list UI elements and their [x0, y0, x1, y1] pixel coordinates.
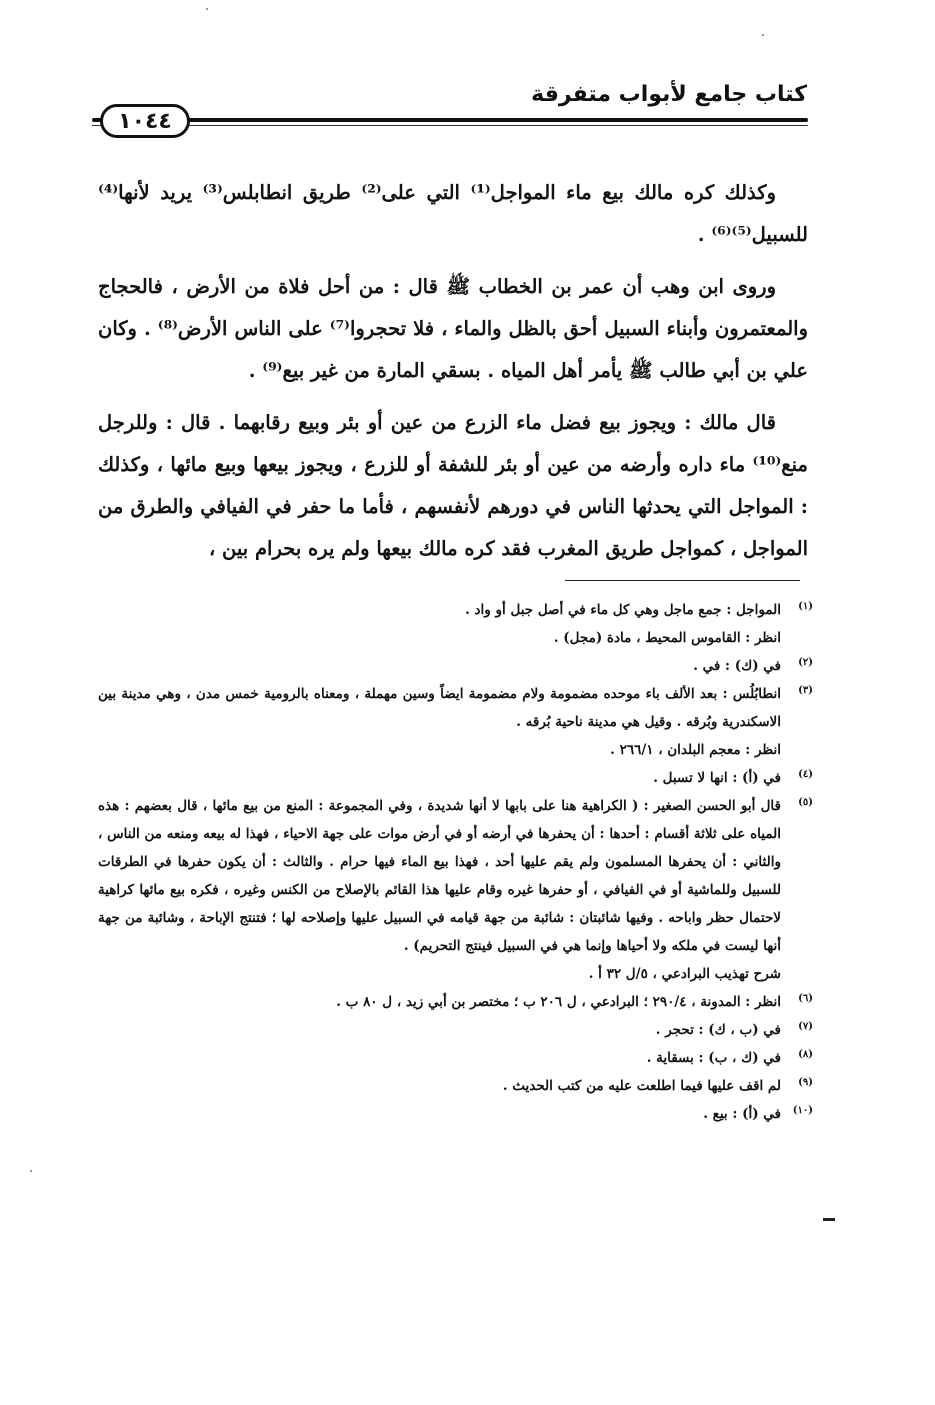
footnote	[98, 764, 813, 792]
footnote-separator	[565, 580, 800, 581]
footnote-text: انطابُلُس : بعد الألف باء موحده مضمومة ولام مضمومة ايضاً وسين مهملة ، ومعناه بالرومية خمس مدن ، وهي مدينة بين الاسكندرية وبُرقه . وقيل هي مدينة ناحية بُرقه .	[98, 686, 781, 730]
paragraph: وكذلك كره مالك بيع ماء المواجل⁽¹⁾ التي على⁽²⁾ طريق انطابلس⁽³⁾ يريد لأنها⁽⁴⁾ للسبيل⁽⁵⁾⁽⁶⁾ .	[98, 181, 808, 246]
footnote-text: في (ك ، ب) : بسقاية .	[646, 1050, 781, 1066]
footnote	[98, 988, 813, 1016]
footnote-text: في (أ) : انها لا تسبل .	[653, 770, 781, 786]
footnote-text: المواجل : جمع ماجل وهي كل ماء في أصل جبل أو واد .	[465, 602, 781, 618]
scan-mark	[823, 1218, 835, 1221]
footnote	[98, 596, 813, 652]
header-rule-thin	[92, 125, 808, 126]
footnote-number: (٦)	[798, 993, 813, 1004]
footnote-reference: شرح تهذيب البرادعي ، ٥/ل ٣٢ أ .	[588, 966, 781, 982]
footnote-reference: انظر : معجم البلدان ، ٢٦٦/١ .	[610, 742, 781, 758]
footnote	[98, 792, 813, 988]
paragraph: وروى ابن وهب أن عمر بن الخطاب ﷺ قال : من أحل فلاة من الأرض ، فالحجاج والمعتمرون وأبناء السبيل أحق بالظل والماء ، فلا تحجروا⁽⁷⁾ على الناس الأرض⁽⁸⁾ . وكان علي بن أبي طالب ﷺ يأمر أهل المياه . بسقي المارة من غير بيع⁽⁹⁾ .	[98, 275, 808, 382]
footnote-number: (٣)	[798, 685, 813, 696]
footnote-text: في (أ) : بيع .	[703, 1106, 781, 1122]
footnote-text: في (ب ، ك) : تحجر .	[655, 1022, 781, 1038]
scan-speck	[30, 1170, 32, 1172]
scan-speck	[206, 8, 208, 10]
footnote-number: (٩)	[798, 1077, 813, 1088]
footnotes	[98, 596, 813, 1128]
footnote-text: انظر : المدونة ، ٢٩٠/٤ ؛ البرادعي ، ل ٢٠٦ ب ؛ مختصر بن أبي زيد ، ل ٨٠ ب .	[336, 994, 781, 1010]
footnote	[98, 1100, 813, 1128]
footnote-number: (١)	[798, 601, 813, 612]
footnote-number: (٤)	[798, 769, 813, 780]
footnote	[98, 1044, 813, 1072]
running-header-title: كتاب جامع لأبواب متفرقة	[531, 82, 807, 107]
footnote	[98, 680, 813, 764]
scan-speck	[762, 34, 764, 36]
footnote-number: (٧)	[798, 1021, 813, 1032]
paragraph: قال مالك : ويجوز بيع فضل ماء الزرع من عين أو بئر وبيع رقابهما . قال : وللرجل منع⁽¹⁰⁾ ماء داره وأرضه من عين أو بئر للشفة أو للزرع ، ويجوز بيعها وبيع مائها ، وكذلك : المواجل التي يحدثها الناس في دورهم لأنفسهم ، فأما ما حفر في الفيافي والطرق من المواجل ، كمواجل طريق المغرب فقد كره مالك بيعها ولم يره بحرام بين ،	[98, 411, 808, 560]
main-text	[98, 172, 808, 580]
footnote-number: (١٠)	[792, 1105, 813, 1116]
footnote-number: (٨)	[798, 1049, 813, 1060]
footnote	[98, 1072, 813, 1100]
footnote-reference: انظر : القاموس المحيط ، مادة (مجل) .	[553, 630, 781, 646]
footnote-number: (٢)	[798, 657, 813, 668]
footnote-text: قال أبو الحسن الصغير : ( الكراهية هنا على بابها لا أنها شديدة ، وفي المجموعة : المنع من بيع مائها ، قال بعضهم : هذه المياه على ثلاثة أقسام : أحدها : أن يحفرها في أرضه أو في أرض موات على جهة الاحياء ، فهذا له بيعه ومنعه من الناس ، والثاني : أن يحفرها المسلمون ولم يقم عليها أحد ، فهذا بيع الماء فيها حرام . والثالث : أن يكون حفرها في الطرقات للسبيل وللماشية أو في الفيافي ، أو حفرها غيره وقام عليها هذا القائم بالإصلاح من الكنس وغيره ، فكره بيع مائها كراهية لاحتمال حظر واباحه . وفيها شائبتان : شائبة من جهة قيامه في السبيل عليها وإصلاحه لها ؛ فتنتج الإباحة ، وشائبة من جهة أنها ليست في ملكه ولا أحياها وإنما هي في السبيل فينتج التحريم) .	[98, 798, 781, 954]
page-number-badge: ١٠٤٤	[100, 104, 190, 138]
footnote	[98, 1016, 813, 1044]
footnote	[98, 652, 813, 680]
footnote-text: في (ك) : في .	[693, 658, 781, 674]
header-rule	[92, 118, 808, 122]
footnote-number: (٥)	[798, 797, 813, 808]
footnote-text: لم اقف عليها فيما اطلعت عليه من كتب الحديث .	[502, 1078, 781, 1094]
